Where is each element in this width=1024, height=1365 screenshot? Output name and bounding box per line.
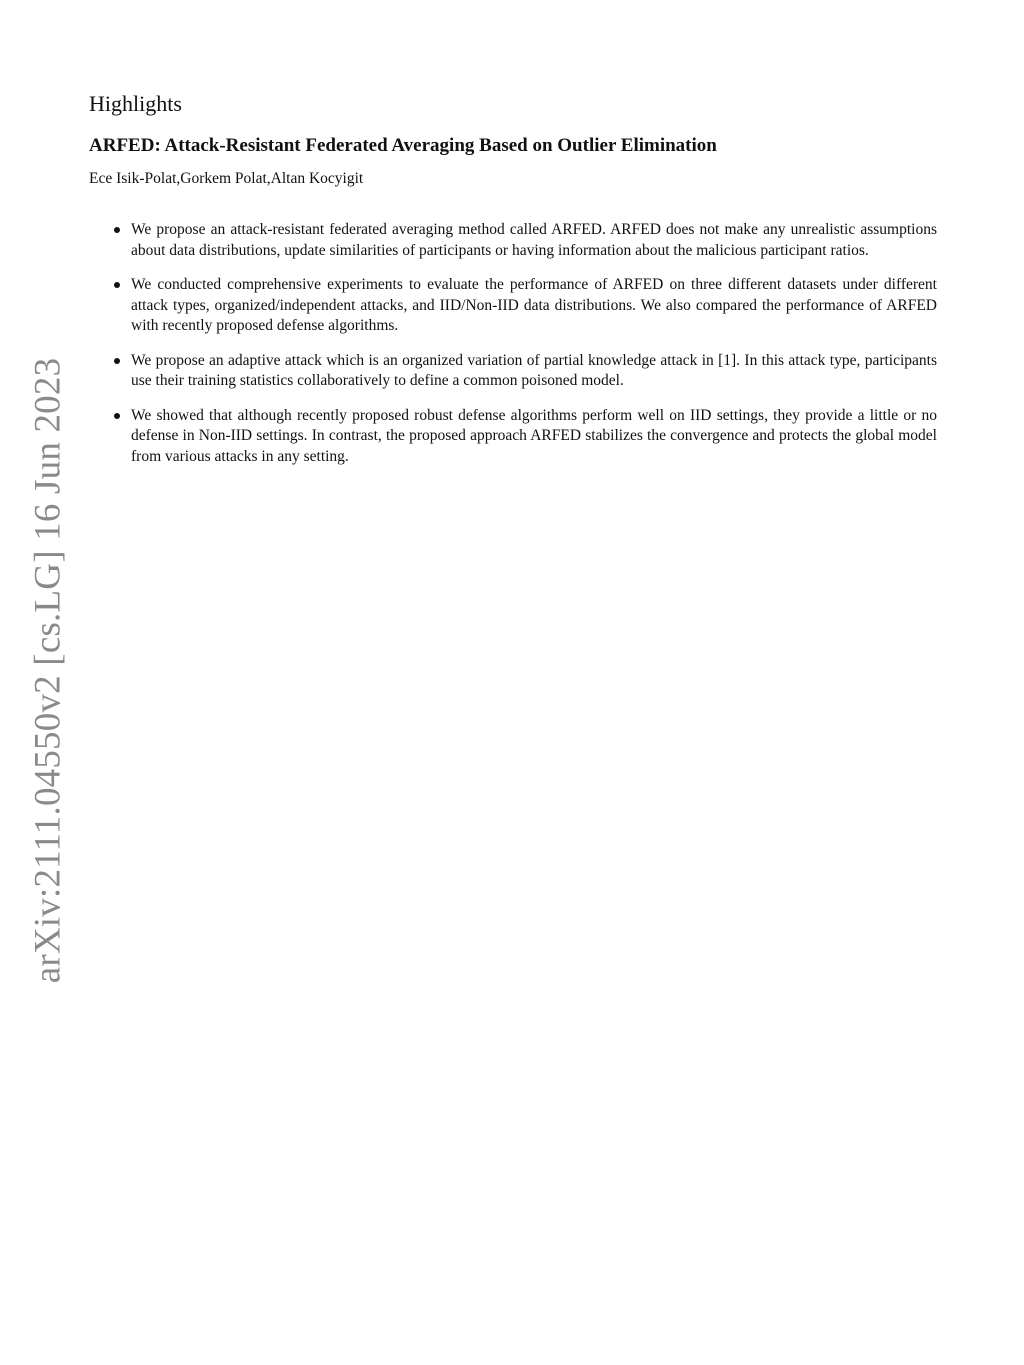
highlight-text: We propose an attack-resistant federated averaging method called ARFED. ARFED does not make any unrealistic assumptions about data distributions, update similarities of participants or having information about the malicious participant ratios. xyxy=(131,221,937,259)
arxiv-identifier-stamp xyxy=(27,357,69,983)
highlight-item-4 xyxy=(89,406,937,468)
bullet-icon xyxy=(114,227,120,233)
highlight-text: We showed that although recently proposed robust defense algorithms perform well on IID settings, they provide a little or no defense in Non-IID settings. In contrast, the proposed approach ARFED stabilizes the convergence and protects the global model from various attacks in any setting. xyxy=(131,406,937,465)
paper-authors: Ece Isik-Polat,Gorkem Polat,Altan Kocyigit xyxy=(89,170,364,187)
bullet-icon xyxy=(114,413,120,419)
highlight-item-3 xyxy=(89,351,937,392)
highlight-item-1 xyxy=(89,220,937,261)
highlight-item-2 xyxy=(89,275,937,337)
bullet-icon xyxy=(114,358,120,364)
bullet-icon xyxy=(114,282,120,288)
paper-title: ARFED: Attack-Resistant Federated Averaging Based on Outlier Elimination xyxy=(89,135,717,156)
section-heading: Highlights xyxy=(89,91,182,116)
arxiv-identifier-text: arXiv:2111.04550v2 [cs.LG] 16 Jun 2023 xyxy=(27,357,69,983)
highlight-text: We propose an adaptive attack which is an organized variation of partial knowledge attack in [1]. In this attack type, participants use their training statistics collaboratively to define a common poisoned model. xyxy=(131,351,937,389)
highlights-page xyxy=(89,88,937,481)
highlights-list xyxy=(89,220,937,467)
highlight-text: We conducted comprehensive experiments to evaluate the performance of ARFED on three different datasets under different attack types, organized/independent attacks, and IID/Non-IID data distributions. We also compared the performance of ARFED with recently proposed defense algorithms. xyxy=(131,276,937,334)
